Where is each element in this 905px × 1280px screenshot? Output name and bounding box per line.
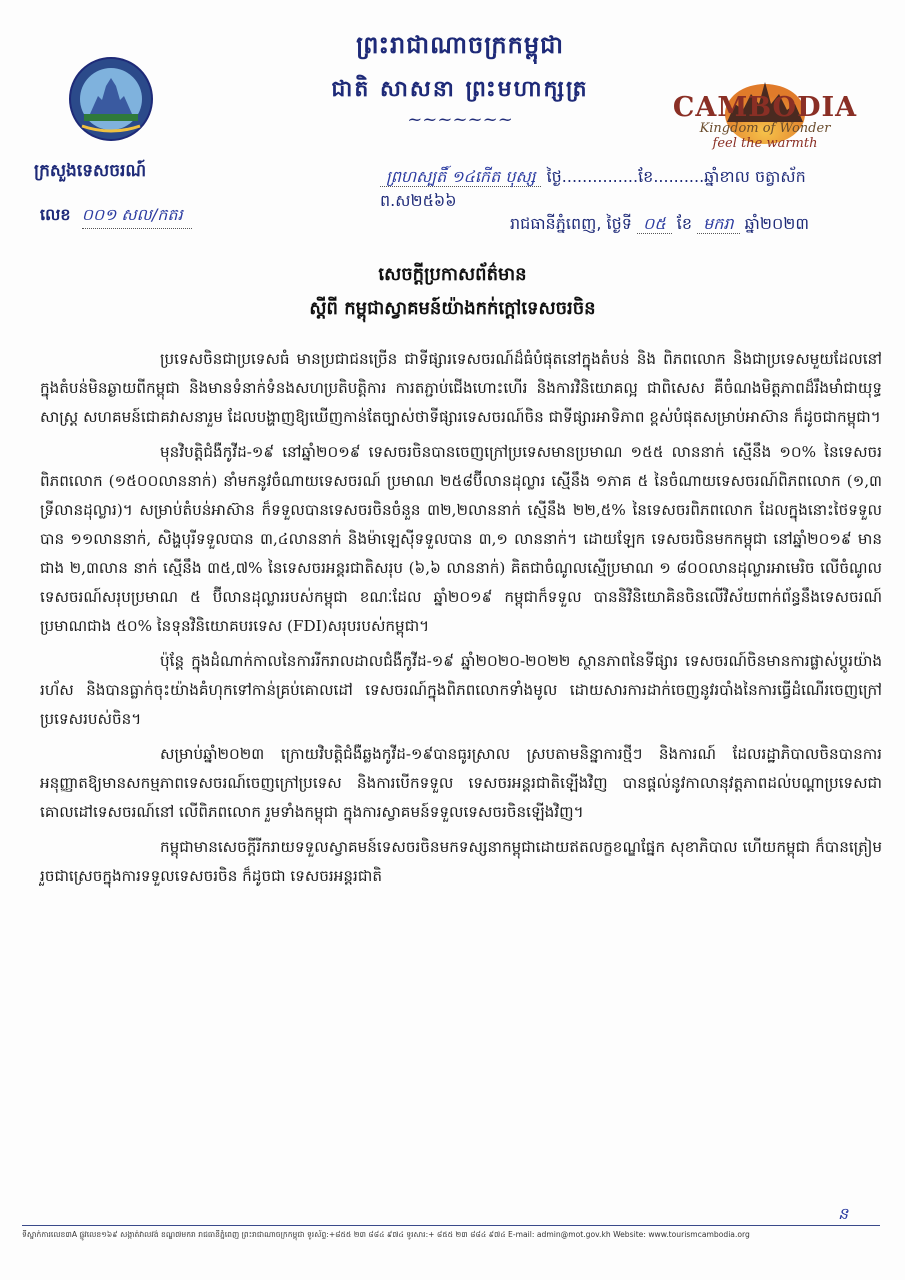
cambodia-brand (665, 92, 865, 151)
lunar-date-handwritten: ព្រហស្បតិ៍ ១៤កើត បុស្ស (380, 167, 541, 187)
solar-date-prefix: រាជធានីភ្នំពេញ, ថ្ងៃទី (510, 214, 632, 233)
document-title: សេចក្តីប្រកាសព័ត៌មាន (378, 264, 527, 285)
lunar-date (380, 166, 880, 214)
solar-month: មករា (697, 214, 739, 234)
paragraph-5: កម្ពុជាមានសេចក្តីរីករាយទទួលស្វាគមន៍ទេសចរចិនមកទស្សនាកម្ពុជាដោយឥតលក្ខខណ្ឌផ្នែក សុខាភិបាល ហើយកម្ពុជា ក៏បានត្រៀមរួចជាស្រេចក្នុងការទទួលទេសចរចិន ក៏ដូចជា ទេសចរអន្តរជាតិ (40, 838, 882, 885)
paragraph-2: មុនវិបត្តិជំងឺកូវីដ-១៩ នៅឆ្នាំ២០១៩ ទេសចរចិនបានចេញក្រៅប្រទេសមានប្រមាណ ១៥៥ លាននាក់ ស្មើនឹង ១០% នៃទេសចរពិភពលោក (១៥០០លាននាក់) នាំមកនូវចំណាយទេសចរណ៍ ប្រមាណ ២៥៨ប៊ីលានដុល្លារ ស្មើនឹង ១ភាគ ៥ នៃចំណាយទេសចរណ៍ពិភពលោក (១,៣ ទ្រីលានដុល្លារ)។ សម្រាប់តំបន់អាស៊ាន ក៏ទទួលបានទេសចរចិនចំនួន ៣២,២លាននាក់ ស្មើនឹង ២២,៥% នៃទេសចរពិភពលោក ដែលក្នុងនោះថៃទទួលបាន ១១លាននាក់, សិង្ហបុរីទទួលបាន ៣,៤លាននាក់ និងម៉ាឡេស៊ីទទួលបាន ៣,១ លាននាក់។ ដោយឡែក ទេសចរចិនមកកម្ពុជា នៅឆ្នាំ២០១៩ មានជាង ២,៣លាន នាក់ ស្មើនឹង ៣៥,៧% នៃទេសចរអន្តរជាតិសរុប (៦,៦ លាននាក់) គិតជាចំណូលស្មើប្រមាណ ១ ៨០០លានដុល្លារអាមេរិច លើចំណូលទេសចរណ៍សរុបប្រមាណ ៥ ប៊ីលានដុល្លាររបស់កម្ពុជា ខណៈដែល ឆ្នាំ២០១៩ កម្ពុជាក៏ទទួល បាននិវិនិយោគិនចិនលើវិស័យពាក់ព័ន្ធនឹងទេសចរណ៍ប្រមាណជាង ៥០% នៃទុនវិនិយោគបរទេស (FDI)សរុបរបស់កម្ពុជា។ (40, 443, 882, 635)
brand-title: CAMBODIA (672, 92, 858, 123)
nation-motto: ជាតិ សាសនា ព្រះមហាក្សត្រ (331, 76, 589, 102)
lunar-date-text: ថ្ងៃ...............ខែ..........ឆ្នាំខាល ចត្វាស័ក ព.ស២៥៦៦ (380, 167, 806, 210)
brand-subtitle: Kingdom of Wonder (699, 121, 831, 136)
kingdom-header (300, 30, 620, 130)
solar-day: ០៥ (637, 214, 672, 234)
document-body (40, 345, 882, 897)
footer-divider (22, 1225, 880, 1226)
header-ornament: ~~~~~~~ (407, 109, 513, 130)
solar-month-label: ខែ (676, 214, 692, 233)
footer-contact: ទីស្នាក់ការលេខ៣A ផ្លូវលេខ១៦៩ សង្កាត់វាលវង់ ខណ្ឌ៧មករា រាជធានីភ្នំពេញ ព្រះរាជាណាចក្រកម្ពុជា ទូរស័ព្ទ:+៨៥៥ ២៣ ៨៨៤ ៩៧៤ ទូរសារ:+ ៨៥៥ ២៣ ៨៨៤ ៩៧៤ E-mail: admin@mot.gov.kh Website: www.tourismcambodia.org (22, 1230, 750, 1239)
ministry-seal-icon (68, 56, 154, 142)
reference-number (40, 204, 192, 229)
paragraph-4: សម្រាប់ឆ្នាំ២០២៣ ក្រោយវិបត្តិជំងឺឆ្លងកូវីដ-១៩បានធូរស្រាល ស្របតាមនិន្នាការថ្មីៗ និងការណ៍ ដែលរដ្ឋាភិបាលចិនបានការអនុញ្ញាតឱ្យមានសកម្មភាពទេសចរណ៍ចេញក្រៅប្រទេស និងការបើកទទួល ទេសចរអន្តរជាតិឡើងវិញ បានផ្តល់នូវកាលានុវត្តភាពដល់បណ្តាប្រទេសជាគោលដៅទេសចរណ៍នៅ លើពិភពលោក រួមទាំងកម្ពុជា ក្នុងការស្វាគមន៍ទទួលទេសចរចិនឡើងវិញ។ (40, 745, 882, 821)
document-subject: ស្តីពី កម្ពុជាស្វាគមន៍យ៉ាងកក់ក្តៅទេសចរចិន (309, 298, 596, 319)
reference-value: ០០១ សល/កតរ (82, 204, 192, 229)
kingdom-name: ព្រះរាជាណាចក្រកម្ពុជា (356, 30, 564, 59)
reference-label: លេខ (40, 205, 71, 224)
paragraph-3: ប៉ុន្តែ ក្នុងដំណាក់កាលនៃការរីករាលដាលជំងឺកូវីដ-១៩ ឆ្នាំ២០២០-២០២២ ស្ថានភាពនៃទីផ្សារ ទេសចរណ៍ចិនមានការផ្លាស់ប្តូរយ៉ាងរហ័ស និងបានធ្លាក់ចុះយ៉ាងគំហុកទៅកាន់គ្រប់គោលដៅ ទេសចរណ៍ក្នុងពិភពលោកទាំងមូល ដោយសារការដាក់ចេញនូវរបាំងនៃការធ្វើដំណើរចេញក្រៅ ប្រទេសរបស់ចិន។ (40, 652, 882, 728)
brand-tagline: feel the warmth (712, 136, 818, 151)
initial-signature: ន (838, 1204, 849, 1223)
paragraph-1: ប្រទេសចិនជាប្រទេសធំ មានប្រជាជនច្រើន ជាទីផ្សារទេសចរណ៍ដ៏ធំបំផុតនៅក្នុងតំបន់ និង ពិភពលោក និងជាប្រទេសមួយដែលនៅក្នុងតំបន់មិនឆ្ងាយពីកម្ពុជា និងមានទំនាក់ទំនងសហប្រតិបត្តិការ ការតភ្ជាប់ជើងហោះហើរ និងការវិនិយោគល្អ ជាពិសេស គឺចំណងមិត្តភាពដ៏រឹងមាំជាយុទ្ធសាស្ត្រ សហគមន៍ជោគវាសនារួម ដែលបង្ហាញឱ្យឃើញកាន់តែច្បាស់ថាទីផ្សារទេសចរណ៍ចិន ជាទីផ្សារអាទិភាព ខ្ពស់បំផុតសម្រាប់អាស៊ាន ក៏ដូចជាកម្ពុជា។ (40, 350, 882, 426)
solar-date (510, 213, 880, 237)
solar-year: ឆ្នាំ២០២៣ (744, 214, 810, 233)
ministry-name: ក្រសួងទេសចរណ៍ (34, 161, 147, 181)
